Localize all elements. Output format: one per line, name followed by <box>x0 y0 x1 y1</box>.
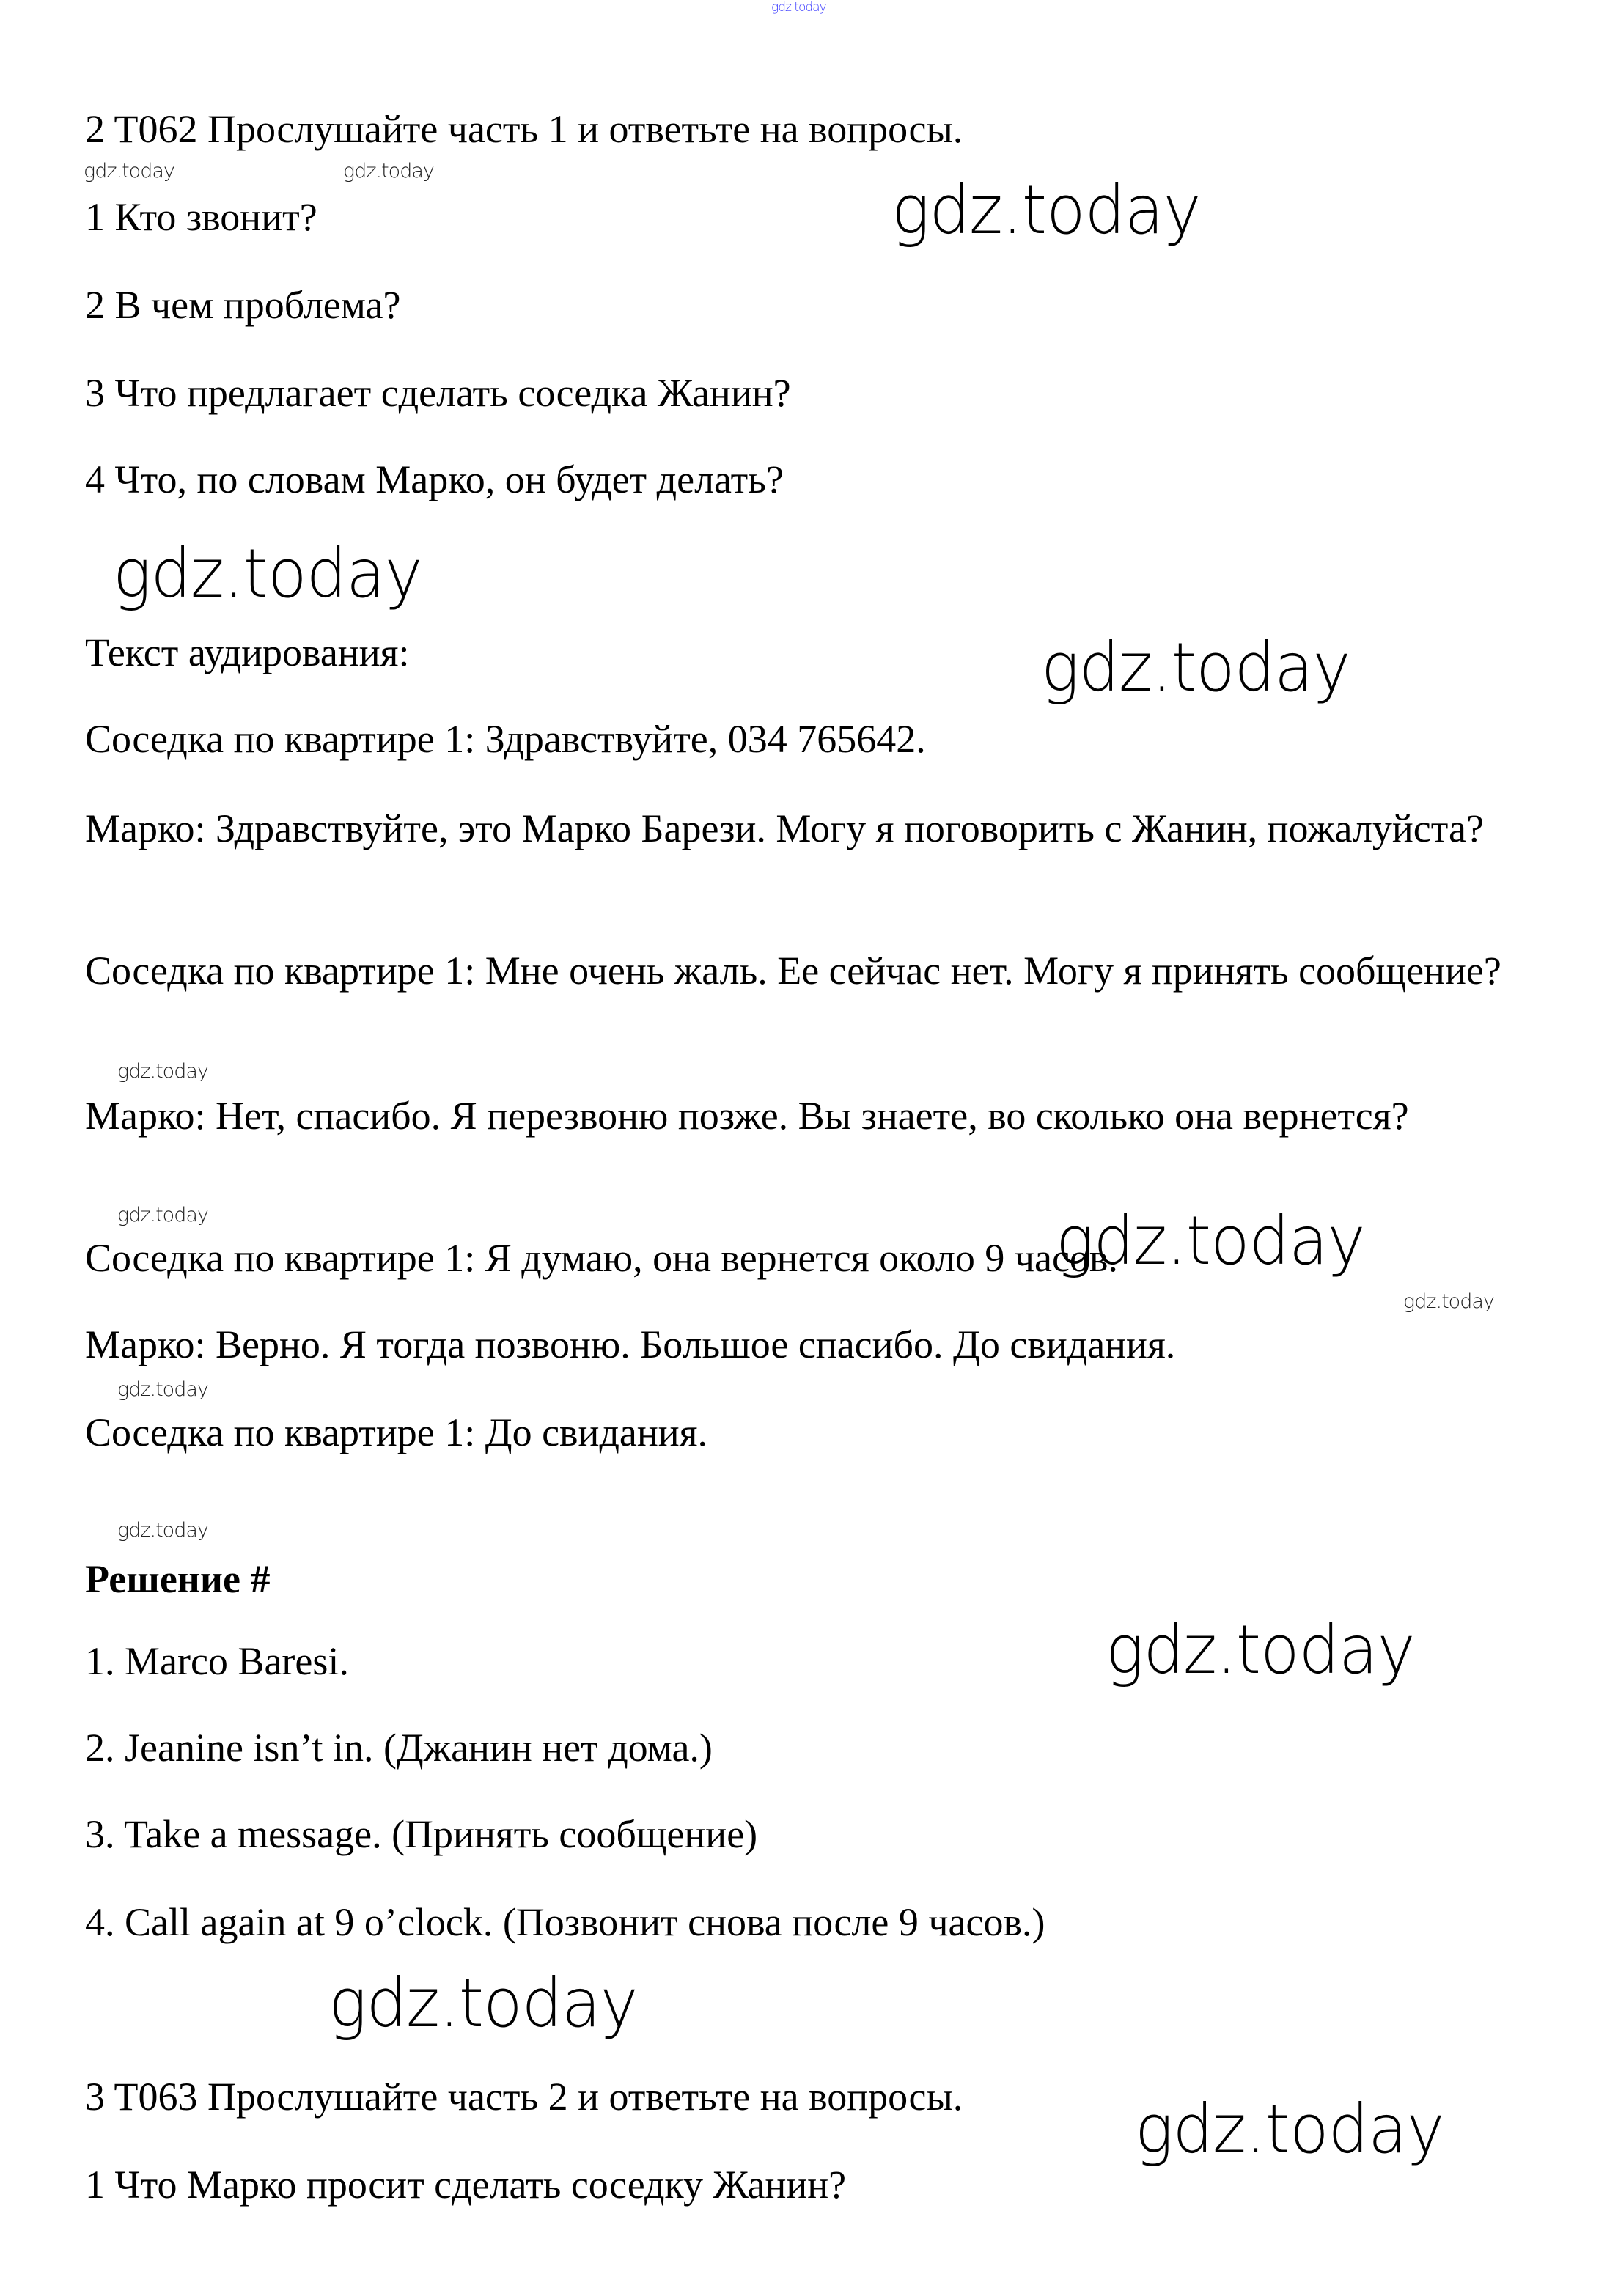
question-item: 1 Кто звонит? <box>85 195 317 239</box>
watermark: gdz.today <box>1106 1611 1415 1689</box>
watermark: gdz.today <box>1056 1202 1365 1280</box>
transcript-line: Марко: Здравствуйте, это Марко Барези. Могу я поговорить с Жанин, пожалуйста? <box>85 806 1484 850</box>
watermark: gdz.today <box>113 534 422 613</box>
task-heading: 2 T062 Прослушайте часть 1 и ответьте на вопросы. <box>85 107 963 151</box>
transcript-line: Соседка по квартире 1: Мне очень жаль. Ее сейчас нет. Могу я принять сообщение? <box>85 949 1501 993</box>
transcript-line: Марко: Верно. Я тогда позвоню. Большое спасибо. До свидания. <box>85 1322 1176 1366</box>
watermark: gdz.today <box>343 160 434 183</box>
question-item: 3 Что предлагает сделать соседка Жанин? <box>85 371 791 415</box>
answer-item: 2. Jeanine isn’t in. (Джанин нет дома.) <box>85 1726 713 1770</box>
watermark: gdz.today <box>771 0 826 15</box>
watermark: gdz.today <box>117 1519 208 1542</box>
question-item: 1 Что Марко просит сделать соседку Жанин? <box>85 2163 847 2207</box>
solution-heading: Решение # <box>85 1557 271 1601</box>
watermark: gdz.today <box>84 160 174 183</box>
watermark: gdz.today <box>117 1060 208 1083</box>
watermark: gdz.today <box>1403 1290 1494 1313</box>
watermark: gdz.today <box>117 1378 208 1401</box>
task-heading: 3 T063 Прослушайте часть 2 и ответьте на вопросы. <box>85 2075 963 2119</box>
watermark: gdz.today <box>891 171 1201 249</box>
transcript-line: Соседка по квартире 1: До свидания. <box>85 1410 708 1454</box>
transcript-line: Марко: Нет, спасибо. Я перезвоню позже. Вы знаете, во сколько она вернется? <box>85 1094 1409 1138</box>
watermark: gdz.today <box>1135 2090 1444 2168</box>
watermark: gdz.today <box>328 1964 638 2042</box>
answer-item: 1. Marco Baresi. <box>85 1639 349 1683</box>
question-item: 2 В чем проблема? <box>85 283 401 327</box>
watermark: gdz.today <box>117 1204 208 1226</box>
answer-item: 3. Take a message. (Принять сообщение) <box>85 1812 758 1856</box>
transcript-label: Текст аудирования: <box>85 630 410 674</box>
watermark: gdz.today <box>1041 628 1350 707</box>
question-item: 4 Что, по словам Марко, он будет делать? <box>85 457 784 501</box>
transcript-line: Соседка по квартире 1: Я думаю, она вернется около 9 часов. <box>85 1236 1118 1280</box>
transcript-line: Соседка по квартире 1: Здравствуйте, 034 765642. <box>85 717 926 761</box>
answer-item: 4. Call again at 9 o’clock. (Позвонит снова после 9 часов.) <box>85 1900 1045 1944</box>
